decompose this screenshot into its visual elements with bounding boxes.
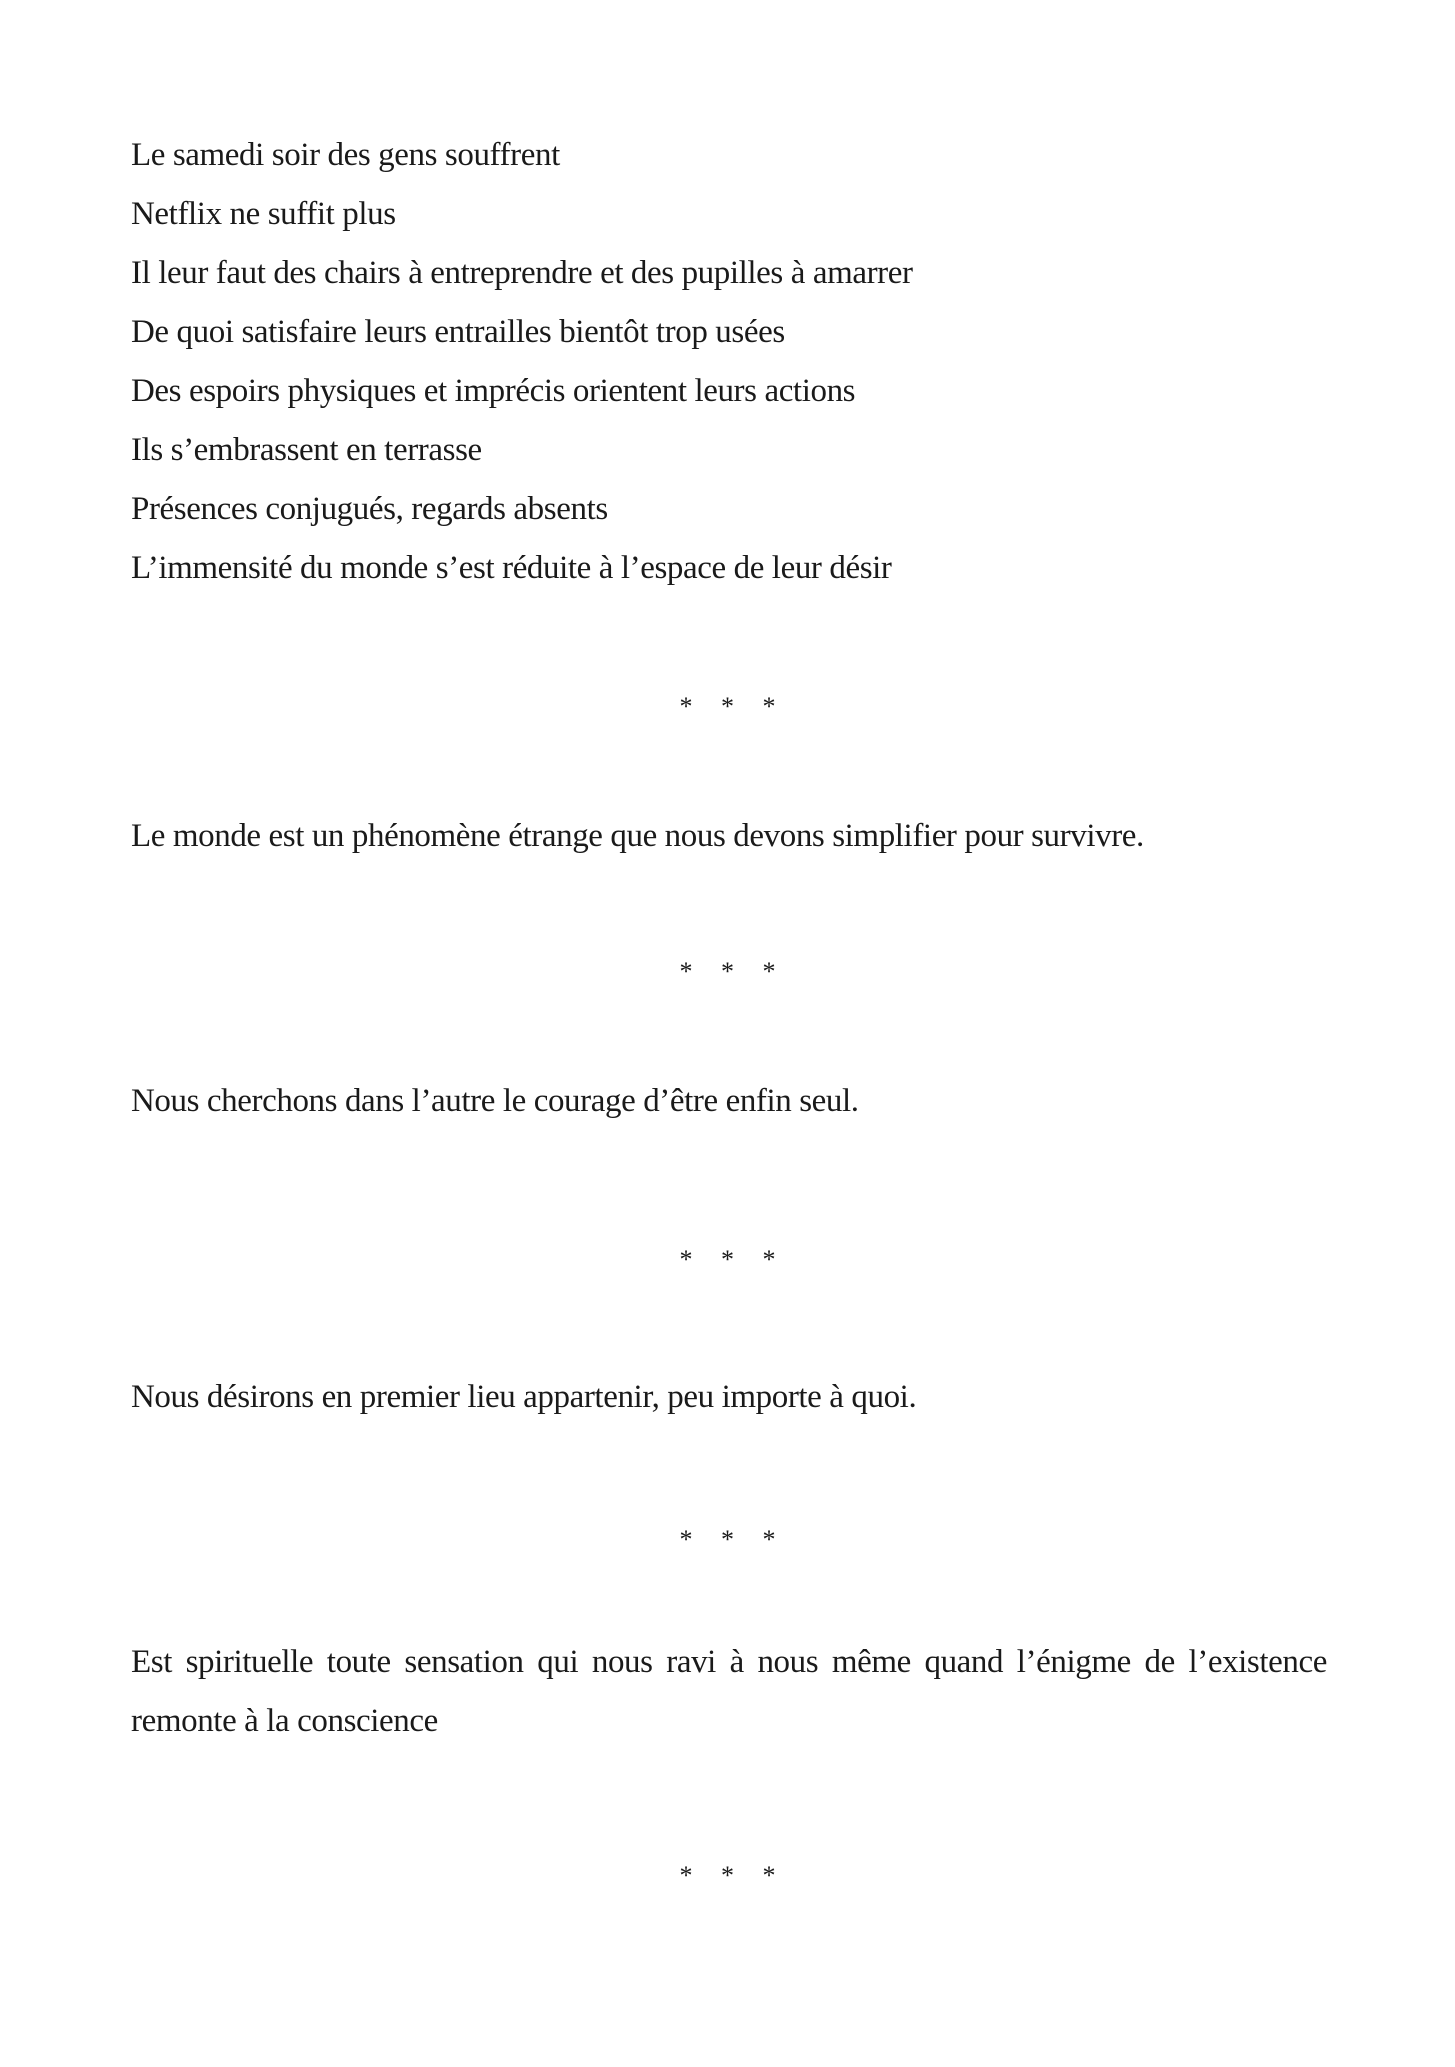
poem-line: Des espoirs physiques et imprécis orientent leurs actions [131,373,856,409]
poem-line: Le samedi soir des gens souffrent [131,137,560,173]
section-separator: * * * [679,692,776,721]
aphorism [131,807,1327,866]
aphorism-text: Nous cherchons dans l’autre le courage d’être enfin seul. [131,1083,859,1119]
poem-line: Il leur faut des chairs à entreprendre et des pupilles à amarrer [131,255,913,291]
aphorism-text: Nous désirons en premier lieu appartenir, peu importe à quoi. [131,1379,917,1415]
poem-line: Présences conjugués, regards absents [131,491,608,527]
poem-stanza [131,126,1327,598]
section-separator: * * * [679,957,776,986]
aphorism [131,1072,1327,1131]
aphorism-text: Le monde est un phénomène étrange que nous devons simplifier pour survivre. [131,818,1144,854]
section-separator: * * * [679,1861,776,1890]
section-separator: * * * [679,1245,776,1274]
aphorism: Est spirituelle toute sensation qui nous ravi à nous même quand l’énigme de l’existence remonte à la conscience [131,1644,1327,1739]
poem-line: L’immensité du monde s’est réduite à l’espace de leur désir [131,550,892,586]
section-separator: * * * [679,1525,776,1554]
poem-line: Ils s’embrassent en terrasse [131,432,482,468]
aphorism [131,1368,1327,1427]
poem-line: Netflix ne suffit plus [131,196,396,232]
poem-line: De quoi satisfaire leurs entrailles bientôt trop usées [131,314,785,350]
